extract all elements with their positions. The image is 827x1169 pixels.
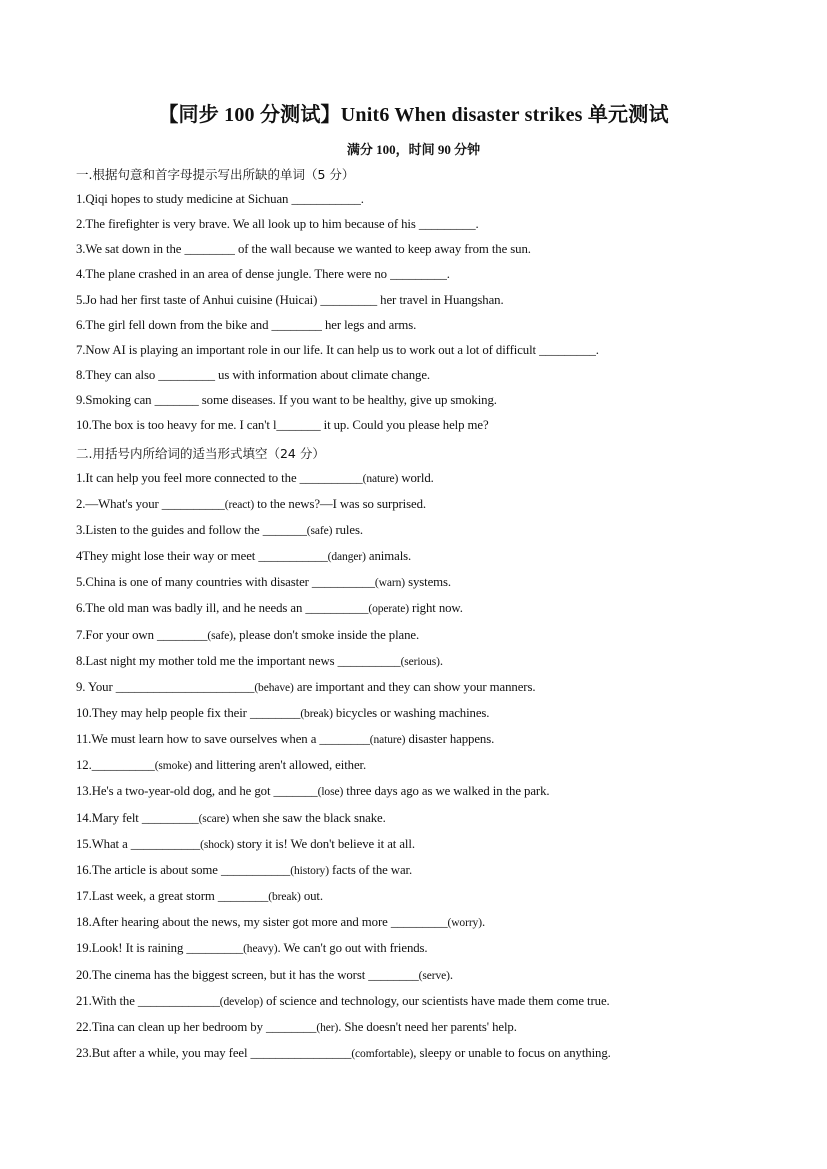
question-text: 7.Now AI is playing an important role in our life. It can help us to work out a lot of difficult [76,342,540,357]
question-item [76,570,827,596]
page-subtitle: 满分 100，时间 90 分钟 [346,142,481,157]
page-title: 【同步 100 分测试】Unit6 When disaster strikes 单元测试 [158,104,669,126]
word-hint: (lose) [317,786,344,799]
answer-blank: ________ [184,242,235,257]
question-text-end: her legs and arms. [321,317,417,332]
word-hint: (her) [316,1021,339,1034]
question-item [76,544,827,570]
word-hint: (break) [300,707,333,720]
word-hint: (heavy) [243,943,278,956]
question-text: 3.Listen to the guides and follow the [76,522,263,537]
question-item [76,492,827,518]
question-item [76,313,827,338]
question-text: 23.But after a while, you may feel [76,1046,251,1060]
answer-blank: ________ [265,1019,317,1034]
word-hint: (behave) [254,681,294,694]
question-text: 9. Your [76,679,116,694]
question-item [76,727,827,753]
question-text: 5.China is one of many countries with disaster [76,575,312,590]
question-text-end: us with information about climate change. [214,368,431,383]
question-item [76,596,827,622]
question-text: 22.Tina can clean up her bedroom by [76,1019,266,1034]
answer-blank: __________ [337,653,401,668]
word-hint: (shock) [200,838,234,851]
question-item [76,989,827,1015]
question-text-end: rules. [332,522,363,537]
question-text-end: . She doesn't need her parents' help. [338,1019,517,1034]
question-text-end: bicycles or washing machines. [332,705,490,720]
word-hint: (smoke) [154,760,192,773]
answer-blank: _________ [390,267,447,282]
question-item [76,518,827,544]
section-2-questions [76,466,827,1068]
question-text-end: it up. Could you please help me? [320,418,489,433]
question-text-end: are important and they can show your manners. [293,679,536,694]
answer-blank: _________ [186,941,244,956]
answer-blank: _____________ [137,993,220,1008]
question-item [76,388,827,413]
question-item [76,910,827,936]
question-text-end: . [360,192,364,206]
question-text-end: , please don't smoke inside the plane. [232,627,420,642]
question-item [76,701,827,727]
question-text: 12. [76,758,92,773]
question-text: 9.Smoking can [76,393,155,408]
question-item [76,212,827,237]
question-text-end: right now. [408,601,463,616]
question-item [76,288,827,313]
word-hint: (serious) [400,655,440,668]
answer-blank: ________ [271,317,322,332]
word-hint: (nature) [362,472,399,485]
answer-blank: ___________ [258,549,328,564]
question-text: 5.Jo had her first taste of Anhui cuisine (Huicai) [76,292,321,307]
question-item [76,963,827,989]
question-item [76,1015,827,1041]
question-item [76,466,827,492]
question-text: 19.Look! It is raining [76,941,187,956]
question-item [76,187,827,212]
question-text: 11.We must learn how to save ourselves when a [76,732,320,747]
answer-blank: _______ [154,393,199,408]
answer-blank: _________ [539,342,596,357]
word-hint: (safe) [207,629,233,642]
question-text: 14.Mary felt [76,810,142,825]
answer-blank: ________ [319,732,370,747]
question-text-end: of science and technology, our scientists have made them come true. [262,993,610,1008]
answer-blank: __________ [311,575,375,590]
question-text: 1.Qiqi hopes to study medicine at Sichuan [76,192,292,206]
answer-blank: _________ [418,217,476,232]
answer-blank: _________ [158,368,215,383]
question-text-end: . [439,653,444,668]
word-hint: (develop) [219,995,263,1008]
question-item [76,237,827,262]
question-text-end: . [481,915,486,930]
word-hint: (operate) [368,603,409,616]
question-text: 10.They may help people fix their [76,705,250,720]
question-item [76,884,827,910]
answer-blank: ________ [368,967,419,982]
question-text-end: animals. [365,549,412,564]
question-item [76,623,827,649]
question-text-end: of the wall because we wanted to keep away from the sun. [234,242,531,257]
question-text-end: her travel in Huangshan. [377,292,504,307]
question-text-end: . [449,967,453,982]
question-text-end: systems. [404,575,452,590]
word-hint: (break) [268,891,301,904]
question-text: 4They might lose their way or meet [76,549,259,564]
question-item [76,1041,827,1067]
word-hint: (serve) [418,969,450,982]
question-text: 7.For your own [76,627,157,642]
question-text: 18.After hearing about the news, my sister got more and more [76,915,391,930]
question-item [76,806,827,832]
word-hint: (safe) [306,524,333,537]
question-text-end: some diseases. If you want to be healthy, give up smoking. [198,393,497,408]
question-item [76,779,827,805]
section-2-heading: 二.用括号内所给词的适当形式填空（24 分） [76,445,325,461]
word-hint: (react) [224,498,255,511]
question-item [76,675,827,701]
question-text-end: when she saw the black snake. [229,810,386,825]
question-item [76,832,827,858]
question-text-end: world. [398,470,434,485]
question-text: 13.He's a two-year-old dog, and he got [76,784,274,799]
question-text: 6.The old man was badly ill, and he needs an [76,601,306,616]
word-hint: (danger) [327,551,366,564]
word-hint: (history) [290,864,329,877]
answer-blank: _______ [262,522,307,537]
question-text-end: facts of the war. [328,862,413,877]
question-text: 16.The article is about some [76,862,221,877]
question-text: 3.We sat down in the [76,242,185,257]
question-item [76,363,827,388]
answer-blank: _______ [273,784,318,799]
question-item [76,338,827,363]
question-text-end: disaster happens. [405,732,495,747]
question-text-end: . We can't go out with friends. [277,941,428,956]
answer-blank: __________ [299,470,363,485]
question-text: 1.It can help you feel more connected to the [76,470,300,485]
answer-blank: ________________ [250,1046,352,1060]
question-text-end: and littering aren't allowed, either. [191,758,367,773]
answer-blank: __________ [91,758,155,773]
word-hint: (scare) [198,812,230,825]
word-hint: (warn) [374,577,405,590]
question-text-end: story it is! We don't believe it at all. [233,836,415,851]
answer-blank: ______________________ [115,679,255,694]
answer-blank: _________ [390,915,448,930]
question-item [76,753,827,779]
answer-blank: _________ [141,810,199,825]
question-text: 10.The box is too heavy for me. I can't l [76,418,277,433]
question-text-end: . [595,342,599,357]
word-hint: (comfortable) [351,1048,414,1060]
question-text-end: . [446,267,450,282]
answer-blank: __________ [305,601,369,616]
question-text: 2.—What's your [76,496,162,511]
question-text-end: . [475,217,479,232]
question-text: 21.With the [76,993,138,1008]
question-text: 4.The plane crashed in an area of dense jungle. There were no [76,267,391,282]
answer-blank: _________ [320,292,378,307]
question-text-end: to the news?—I was so surprised. [254,496,426,511]
question-text-end: out. [300,889,323,904]
question-text: 17.Last week, a great storm [76,889,218,904]
question-item [76,649,827,675]
question-text: 20.The cinema has the biggest screen, but it has the worst [76,967,369,982]
answer-blank: ________ [217,889,269,904]
word-hint: (nature) [369,734,406,747]
answer-blank: __________ [161,496,225,511]
question-item [76,262,827,287]
section-1-heading: 一.根据句意和首字母提示写出所缺的单词（5 分） [76,167,355,182]
word-hint: (worry) [447,917,482,930]
question-text-end: three days ago as we walked in the park. [343,784,550,799]
question-item [76,936,827,962]
answer-blank: _______ [276,418,321,433]
answer-blank: ________ [156,627,208,642]
question-text: 6.The girl fell down from the bike and [76,317,272,332]
question-item [76,858,827,884]
question-text-end: , sleepy or unable to focus on anything. [413,1046,611,1060]
answer-blank: ___________ [291,192,361,206]
question-text: 15.What a [76,836,131,851]
question-text: 8.They can also [76,368,159,383]
section-1-questions [76,187,827,439]
answer-blank: ________ [249,705,301,720]
question-text: 8.Last night my mother told me the important news [76,653,338,668]
answer-blank: ___________ [130,836,201,851]
question-item [76,413,827,438]
question-text: 2.The firefighter is very brave. We all look up to him because of his [76,217,419,232]
answer-blank: ___________ [220,862,291,877]
